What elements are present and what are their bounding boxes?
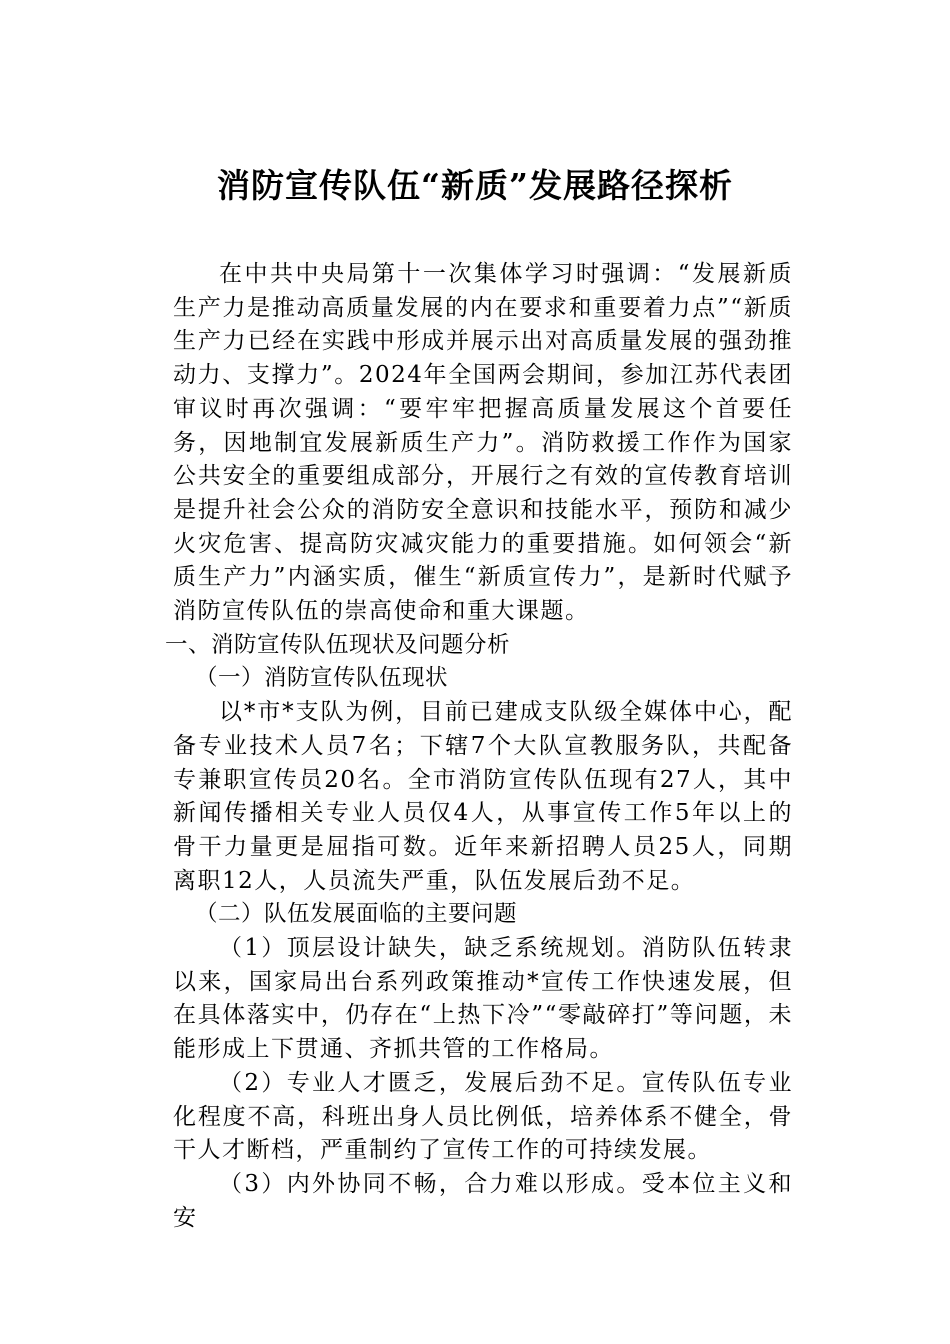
- subsection-heading-2: （二）队伍发展面临的主要问题: [195, 901, 518, 928]
- status-paragraph: 以*市*支队为例，目前已建成支队级全媒体中心，配备专业技术人员7名；下辖7个大队宣教服务队，共配备专兼职宣传员20名。全市消防宣传队伍现有27人，其中新闻传播相关专业人员仅4人，从事宣传工作5年以上的骨干力量更是屈指可数。近年来新招聘人员25人，同期离职12人，人员流失严重，队伍发展后劲不足。: [173, 699, 793, 894]
- section-heading-1: 一、消防宣传队伍现状及问题分析: [165, 631, 511, 658]
- subsection-heading-1: （一）消防宣传队伍现状: [195, 665, 449, 692]
- document-title: 消防宣传队伍“新质”发展路径探析: [217, 166, 733, 205]
- intro-paragraph: 在中共中央局第十一次集体学习时强调：“发展新质生产力是推动高质量发展的内在要求和重要着力点”“新质生产力已经在实践中形成并展示出对高质量发展的强劲推动力、支撑力”。2024年全国两会期间，参加江苏代表团审议时再次强调：“要牢牢把握高质量发展这个首要任务，因地制宜发展新质生产力”。消防救援工作作为国家公共安全的重要组成部分，开展行之有效的宣传教育培训是提升社会公众的消防安全意识和技能水平，预防和减少火灾危害、提高防灾减灾能力的重要措施。如何领会“新质生产力”内涵实质，催生“新质宣传力”，是新时代赋予消防宣传队伍的崇高使命和重大课题。: [173, 261, 793, 625]
- document-body: [165, 258, 793, 1235]
- problem-paragraph-2: （2）专业人才匮乏，发展后劲不足。宣传队伍专业化程度不高，科班出身人员比例低，培养体系不健全，骨干人才断档，严重制约了宣传工作的可持续发展。: [173, 1069, 793, 1164]
- problem-paragraph-1: （1）顶层设计缺失，缺乏系统规划。消防队伍转隶以来，国家局出台系列政策推动*宣传工作快速发展，但在具体落实中，仍存在“上热下冷”“零敲碎打”等问题，未能形成上下贯通、齐抓共管的工作格局。: [173, 935, 793, 1063]
- problem-paragraph-3: （3）内外协同不畅，合力难以形成。受本位主义和安: [173, 1170, 793, 1231]
